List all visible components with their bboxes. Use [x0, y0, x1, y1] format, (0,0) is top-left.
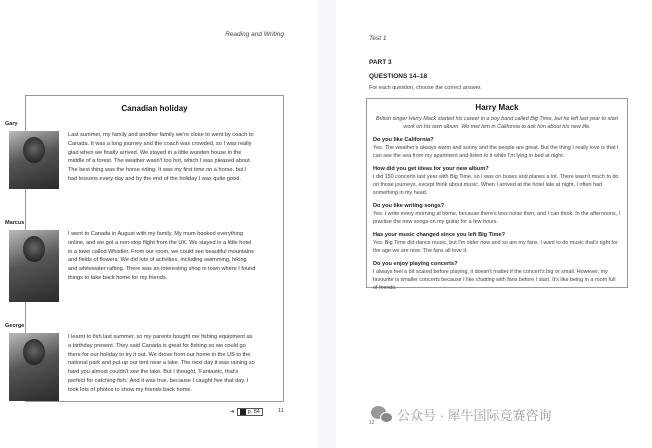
running-head: Test 1 — [369, 35, 387, 42]
person-text: I went to Canada in August with my family. My mum booked everything online, and we got a non-stop flight from the UK. We stayed in a little hotel in a town called Whistler. From our room, we could see beautiful mountains and fields of flowers. We did lots of activities, including swimming, hiking and whitewater rafting. There was an interesting shop in town where I found things to take back home for my friends. — [68, 231, 256, 281]
questions-heading: QUESTIONS 14–18 — [369, 73, 428, 80]
qa-item — [373, 231, 621, 255]
page-reference — [230, 408, 263, 416]
question: Do you like writing songs? — [373, 203, 445, 209]
qa-item — [373, 136, 621, 160]
page-ref-label: p. 84 — [247, 409, 260, 415]
photo-marcus — [9, 230, 59, 302]
person-name: George — [5, 323, 25, 329]
qa-item — [373, 165, 621, 197]
person-name: Marcus — [5, 220, 25, 226]
question: Has your music changed since you left Big Time? — [373, 232, 506, 238]
left-page — [0, 0, 318, 448]
box-title: Harry Mack — [475, 103, 519, 112]
intro-text: British singer Harry Mack started his career in a boy band called Big Time, but he left last year to start work on his own album. We met him in California to ask him about his new life. — [375, 116, 619, 130]
instruction: For each question, choose the correct answer. — [369, 85, 482, 91]
person-text: Last summer, my family and another family we're close to went by coach to Canada. It was a long journey and the coach was crowded, so I was really glad when we finally arrived. We stayed in a little wooden house in the middle of a forest. The weather wasn't too hot, which I was pleased about. The best thing was the horse riding. It was my first time on a horse, but I had lessons every day and by the end of the holiday I was quite good. — [68, 132, 254, 182]
wechat-icon — [371, 406, 393, 424]
photo-gary — [9, 131, 59, 189]
right-page — [336, 0, 652, 448]
person-gary — [5, 121, 257, 182]
page-number: 12 — [369, 420, 375, 426]
answer: I always feel a bit scared before playing, it doesn't matter if the concert's big or small. However, my favourite is smaller concerts because I like chatting with fans before I start. It's like being in a room full of friends. — [373, 269, 616, 291]
question: How did you get ideas for your new album? — [373, 166, 489, 172]
qa-item — [373, 260, 621, 292]
qa-item — [373, 202, 621, 226]
box-title: Canadian holiday — [121, 104, 188, 113]
harry-mack-box — [366, 98, 628, 291]
watermark-text: 公众号 · 犀牛国际竞赛咨询 — [397, 408, 552, 423]
photo-george — [9, 333, 59, 401]
answer-key-icon — [240, 409, 246, 415]
watermark — [371, 405, 552, 424]
answer: I did 150 concerts last year with Big Time, so I was on buses and planes a lot. There wasn't much to do on those journeys, except think about music. When I arrived at the hotel late at night, I often had something in my head. — [373, 174, 619, 196]
question: Do you enjoy playing concerts? — [373, 261, 458, 267]
answer: Yes. Big Time did dance music, but I'm older now and so are my fans. I want to do music that's right for the age we are now. The fans all love it. — [373, 240, 618, 254]
answer: Yes. The weather's always warm and sunny and the people are great. But the thing I really love is that I can see the sea from my apartment and listen to it while I'm lying in bed at night. — [373, 145, 619, 159]
person-text: I learnt to fish last summer, so my parents bought me fishing equipment as a birthday present. They said Canada is great for fishing so we could go there for our holiday to try it out. We drove from our home in the US to the national park and put up our tent near a lake. The next day it was raining so hard you almost couldn't see the lake. But I thought, 'Fantastic, that's perfect for catching fish.' And it was true, because I caught five that day. I took lots of photos to show my friends back home. — [68, 334, 255, 393]
running-head: Reading and Writing — [225, 31, 284, 38]
person-marcus — [5, 220, 257, 281]
page-number: 11 — [278, 408, 284, 414]
answer: Yes. I write every morning at home, because there's less noise then, and I can think. In the afternoons, I practise the new songs on my guitar for a few hours. — [373, 211, 621, 225]
part-heading: PART 3 — [369, 59, 392, 66]
page-ref-box — [237, 408, 263, 416]
person-name: Gary — [5, 121, 18, 127]
question: Do you like California? — [373, 137, 434, 143]
arrow-right-icon: ➜ — [230, 409, 235, 415]
person-george — [5, 323, 257, 393]
